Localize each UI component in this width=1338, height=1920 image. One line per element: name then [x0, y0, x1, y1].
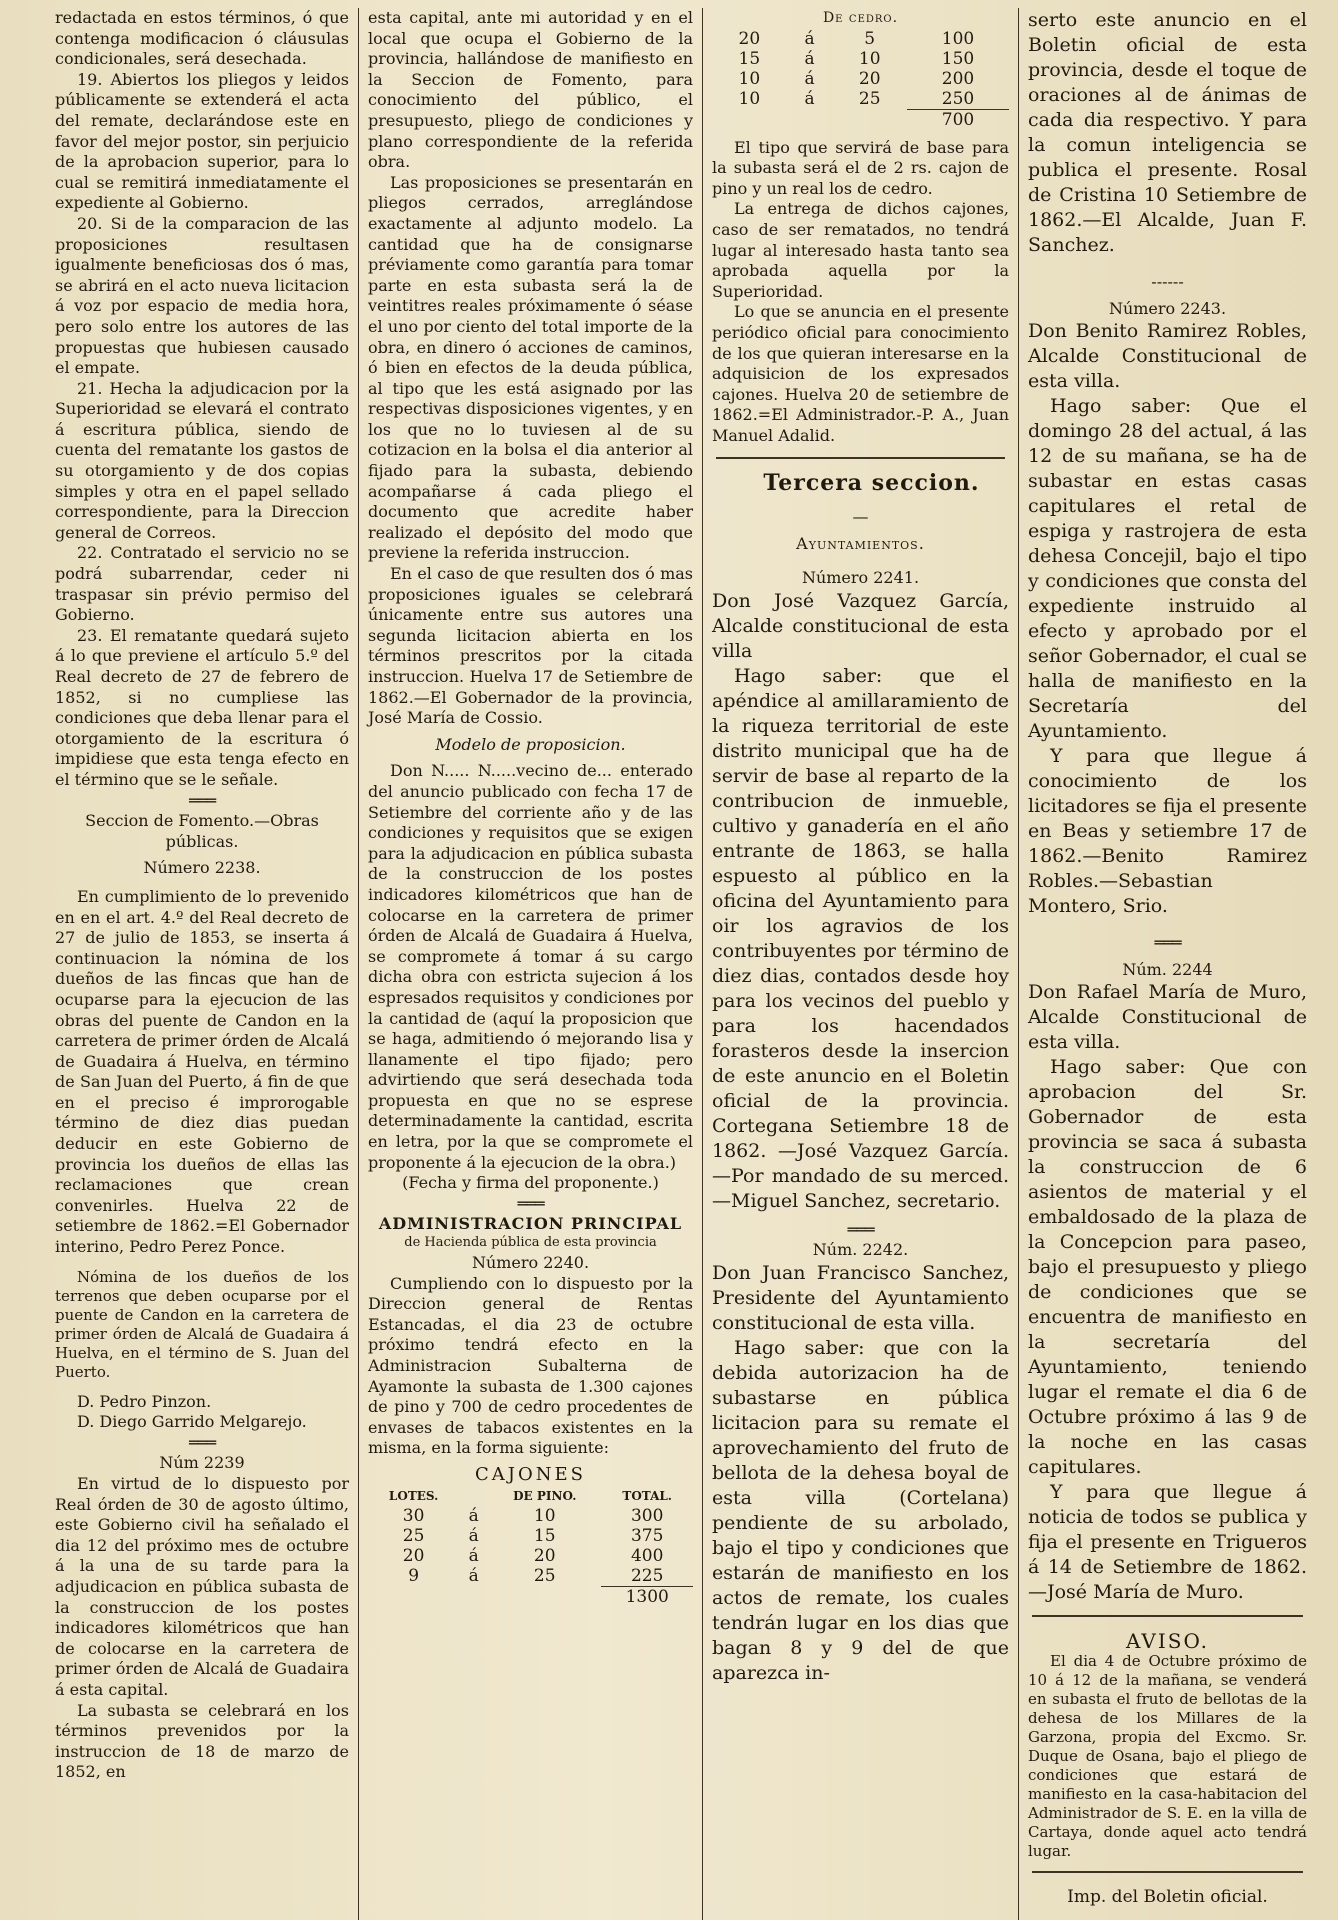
notice-issuer: Don Rafael María de Muro, Alcalde Constitucional de esta villa.	[1028, 981, 1307, 1054]
column-1	[46, 8, 358, 1920]
signature-note: (Fecha y firma del proponente.)	[402, 1173, 659, 1193]
table-cell: 25	[533, 1565, 556, 1586]
paragraph: El tipo que servirá de base para la subasta será el de 2 rs. cajon de pino y un real los de cedro.	[712, 137, 1009, 198]
pine-boxes-table	[368, 1486, 693, 1607]
divider	[1032, 1615, 1303, 1617]
table-cell: á	[804, 28, 815, 49]
table-cell: 375	[630, 1525, 664, 1546]
column-header: TOTAL.	[622, 1488, 672, 1503]
table-title: CAJONES	[475, 1463, 586, 1485]
paragraph: En el caso de que resulten dos ó mas proposiciones iguales se celebrará únicamente entre sus autores una segunda licitacion abierta en los términos prescritos por la citada instruccion. Huelva 17 de Setiembre de 1862.—El Gobernador de la provincia, José María de Cossio.	[368, 564, 693, 728]
table-cell: 10	[738, 88, 761, 109]
table-cell: 250	[941, 88, 975, 109]
table-total-row	[712, 109, 1009, 130]
section-heading: Tercera seccion.	[763, 469, 980, 496]
table-cell: 100	[941, 28, 975, 49]
paragraph: Hago saber: que el apéndice al amillaramiento de la riqueza territorial de este distrito municipal que ha de servir de base al reparto de la contribucion de inmueble, cultivo y ganadería en el año entrante de 1863, se halla espuesto al público en la oficina del Ayuntamiento para oir los agravios de los contribuyentes por término de diez dias, contados desde hoy para los vecinos del pueblo y para los hacendados forasteros desde la insercion de este anuncio en el Boletin oficial de la provincia. Cortegana Setiembre 18 de 1862. —José Vazquez García.—Por mandado de su merced.—Miguel Sanchez, secretario.	[712, 664, 1009, 1212]
table-row	[712, 69, 1009, 89]
notice-number: Núm. 2242.	[812, 1240, 909, 1260]
paragraph: serto este anuncio en el Boletin oficial de esta provincia, desde el toque de oraciones al de ánimas de cada dia respectivo. Y para la comun inteligencia se publica el presente. Rosal de Cristina 10 Setiembre de 1862.—El Alcalde, Juan F. Sanchez.	[1028, 9, 1307, 256]
admin-heading: ADMINISTRACION PRINCIPAL	[378, 1214, 683, 1234]
paragraph: El dia 4 de Octubre próximo de 10 á 12 de la mañana, se venderá en subasta el fruto de bellotas de la dehesa de los Millares de la Garzona, propia del Excmo. Sr. Duque de Osana, bajo el pliego de condiciones que estará de manifiesto en la casa-habitacion del Administrador de S. E. en la villa de Cartaya, donde aquel acto tendrá lugar.	[1028, 1651, 1307, 1860]
table-row	[712, 89, 1009, 110]
separator: ═══	[1154, 933, 1181, 953]
separator: ═══	[517, 1193, 544, 1213]
separator: ═══	[189, 1432, 215, 1452]
paragraph: Cumpliendo con lo dispuesto por la Direccion general de Rentas Estancadas, el dia 23 de octubre próximo tendrá efecto en la Administracion Subalterna de Ayamonte la subasta de 1.300 cajones de pino y 700 de cedro procedentes de envases de tabacos existentes en la misma, en la forma siguiente:	[368, 1273, 693, 1458]
paragraph: 21. Hecha la adjudicacion por la Superioridad se elevará el contrato á escritura pública, siendo de cuenta del rematante los gastos de su otorgamiento y de dos copias simples y otra en el papel sellado correspondiente, para la Direccion general de Correos.	[55, 378, 349, 542]
paragraph: La entrega de dichos cajones, caso de ser rematados, no tendrá lugar al interesado hasta tanto sea aprobada aquella por la Superioridad.	[712, 199, 1009, 301]
paragraph: 20. Si de la comparacion de las proposiciones resultasen igualmente beneficiosas dos ó mas, se abrirá en el acto nueva licitacion á voz por espacio de media hora, pero solo entre los autores de las propuestas que hubiesen causado el empate.	[55, 213, 349, 378]
table-row	[368, 1546, 693, 1566]
column-3	[702, 8, 1018, 1920]
separator: ═══	[189, 790, 215, 810]
paragraph: La subasta se celebrará en los términos prevenidos por la instruccion de 18 de marzo de 1852, en	[55, 1700, 349, 1782]
table-cell: 10	[738, 68, 761, 89]
notice-number: Número 2240.	[471, 1253, 590, 1273]
paragraph: Las proposiciones se presentarán en pliegos cerrados, arreglándose exactamente al adjunto modelo. La cantidad que ha de consignarse préviamente como garantía para tomar parte en esta subasta será la de veintitres reales próximamente ó séase el uno por ciento del total importe de la obra, en dinero ó acciones de caminos, ó bien en efectos de la deuda pública, al tipo que les está asignado por las respectivas disposiciones vigentes, y en los que no lo tuviesen al de su cotizacion en la bolsa el dia anterior al fijado para la subasta, debiendo acompañarse á cada pliego el documento que acredite haber realizado el depósito del modo que previene la referida instruccion.	[368, 172, 693, 563]
paragraph: En virtud de lo dispuesto por Real órden de 30 de agosto último, este Gobierno civil ha señalado el dia 12 del próximo mes de octubre á la una de su tarde para la adjudicacion en pública subasta de la construccion de los postes indicadores kilométricos que han de colocarse en la carretera de primer órden de Alcalá de Guadaira á esta capital.	[55, 1474, 349, 1699]
owner-entry: D. Diego Garrido Melgarejo.	[77, 1412, 307, 1432]
paragraph: Y para que llegue á noticia de todos se publica y fija el presente en Trigueros á 14 de Setiembre de 1862.—José María de Muro.	[1028, 1481, 1307, 1604]
paragraph: Hago saber: Que el domingo 28 del actual, á las 12 de su mañana, se ha de subastar en estas casas capitulares el retal de espiga y rastrojera de esta dehesa Concejil, bajo el tipo y condiciones que consta del expediente instruido al efecto y aprobado por el señor Gobernador, el cual se halla de manifiesto en la Secretaría del Ayuntamiento.	[1028, 395, 1307, 743]
table-cell: 200	[941, 68, 975, 89]
table-cell: á	[468, 1545, 479, 1566]
printer-imprint: Imp. del Boletin oficial.	[1067, 1886, 1268, 1907]
table-row	[368, 1526, 693, 1546]
table-cell: 300	[630, 1505, 664, 1526]
notice-number: Núm 2239	[159, 1453, 245, 1473]
table-cell: á	[804, 48, 815, 69]
table-cell: á	[804, 68, 815, 89]
table-cell: 20	[533, 1545, 556, 1566]
table-cell: 9	[408, 1565, 420, 1586]
paragraph: Lo que se anuncia en el presente periódico oficial para conocimiento de los que quieran interesarse en la adquisicion de los expresados cajones. Huelva 20 de setiembre de 1862.=El Administrador.-P. A., Juan Manuel Adalid.	[712, 302, 1009, 445]
table-cell: á	[468, 1505, 479, 1526]
paragraph: redactada en estos términos, ó que contenga modificacion ó cláusulas condicionales, será desechada.	[55, 8, 349, 69]
table-cell: 20	[858, 68, 881, 89]
column-header: DE PINO.	[513, 1488, 577, 1503]
notice-issuer: Don Benito Ramirez Robles, Alcalde Constitucional de esta villa.	[1028, 320, 1307, 393]
paragraph: En cumplimiento de lo prevenido en en el art. 4.º del Real decreto de 27 de julio de 1853, se inserta á continuacion la nómina de los dueños de las fincas que han de ocuparse para la ejecucion de las obras del puente de Candon en la carretera de primer órden de Alcalá de Guadaira á Huelva, en término de San Juan del Puerto, á fin de que en el preciso é improrogable término de diez dias puedan deducir en este Gobierno de provincia los dueños de ellas las reclamaciones que crean convenirles. Huelva 22 de setiembre de 1862.=El Gobernador interino, Pedro Perez Ponce.	[55, 886, 349, 1257]
notice-number: Núm. 2244	[1122, 959, 1213, 979]
table-cell: 225	[630, 1565, 664, 1586]
notice-number: Número 2241.	[801, 568, 920, 588]
cedar-boxes-table	[712, 29, 1009, 130]
separator: ═══	[847, 1219, 874, 1239]
table-row	[712, 49, 1009, 69]
table-cell: á	[468, 1565, 479, 1586]
table-title: De cedro.	[822, 10, 899, 26]
paragraph: Hago saber: que con la debida autorizacion ha de subastarse en pública licitacion para su remate el aprovechamiento del fruto de bellota de la dehesa boyal de esta villa (Cortelana) pendiente de su arbolado, bajo el tipo y condiciones que estarán de manifiesto en los actos de remate, los cuales tendrán lugar en los dias que bagan 8 y 9 del de que aparezca in-	[712, 1337, 1009, 1685]
table-row	[368, 1506, 693, 1526]
paragraph: 22. Contratado el servicio no se podrá subarrendar, ceder ni traspasar sin prévio permiso del Gobierno.	[55, 543, 349, 625]
notice-heading: AVISO.	[1125, 1629, 1210, 1654]
nomina-heading: Nómina de los dueños de los terrenos que deben ocuparse por el puente de Candon en la carretera de primer órden de Alcalá de Guadaira á Huelva, en el término de S. Juan del Puerto.	[55, 1267, 349, 1381]
separator: ------	[1151, 272, 1184, 291]
table-cell: á	[804, 88, 815, 109]
divider	[716, 457, 1005, 459]
notice-number: Número 2238.	[143, 858, 261, 878]
notice-number: Número 2243.	[1108, 298, 1227, 318]
table-cell: 30	[402, 1505, 425, 1526]
table-cell: 25	[402, 1525, 425, 1546]
table-cell: á	[468, 1525, 479, 1546]
paragraph: Y para que llegue á conocimiento de los licitadores se fija el presente en Beas y setiembre 17 de 1862.—Benito Ramirez Robles.—Sebastian Montero, Srio.	[1028, 745, 1307, 918]
table-cell: 10	[858, 48, 881, 69]
table-total: 1300	[601, 1586, 693, 1607]
paragraph: esta capital, ante mi autoridad y en el local que ocupa el Gobierno de la provincia, hallándose de manifiesto en la Seccion de Fomento, para conocimiento del público, el presupuesto, pliego de condiciones y plano correspondiente de la referida obra.	[368, 8, 693, 172]
table-cell: 15	[738, 48, 761, 69]
subsection-heading: Ayuntamientos.	[796, 533, 925, 553]
admin-subheading: de Hacienda pública de esta provincia	[404, 1235, 657, 1251]
column-4	[1018, 8, 1316, 1920]
column-2	[358, 8, 702, 1920]
table-total-row	[368, 1586, 693, 1607]
table-cell: 20	[402, 1545, 425, 1566]
table-cell: 20	[738, 28, 761, 49]
column-header: LOTES.	[388, 1488, 439, 1503]
table-cell: 25	[858, 88, 881, 109]
paragraph: Hago saber: Que con aprobacion del Sr. Gobernador de esta provincia se saca á subasta la construccion de 6 asientos de material y el embaldosado de la plaza de la Concepcion para paseo, bajo el presupuesto y pliego de condiciones que se encuentra de manifiesto en la secretaría del Ayuntamiento, teniendo lugar el remate el dia 6 de Octubre próximo á las 9 de la noche en las casas capitulares.	[1028, 1056, 1307, 1479]
table-total: 700	[907, 109, 1009, 130]
table-row	[712, 29, 1009, 49]
owner-entry: D. Pedro Pinzon.	[77, 1391, 212, 1411]
table-cell: 150	[941, 48, 975, 69]
section-heading: Seccion de Fomento.—Obras públicas.	[85, 811, 319, 851]
paragraph: 23. El rematante quedará sujeto á lo que previene el artículo 5.º del Real decreto de 27 de febrero de 1852, si no cumpliese las condiciones que deba llenar para el otorgamiento de la escritura ó impidiese que esta tenga efecto en el término que se le señale.	[55, 625, 349, 789]
table-cell: 5	[864, 28, 876, 49]
separator: —	[852, 507, 869, 527]
paragraph: Don N..... N.....vecino de... enterado del anuncio publicado con fecha 17 de Setiembre del corriente año y de las condiciones y requisitos que se exigen para la adjudicacion en pública subasta de la construccion de los postes indicadores kilométricos que han de colocarse en la carretera de primer órden de Alcalá de Guadaira á Huelva, se compromete á tomar á su cargo dicha obra con estricta sujecion á los espresados requisitos y condiciones por la cantidad de (aquí la proposicion que se haga, admitiendo ó mejorando lisa y llanamente el tipo fijado; pero advirtiendo que será desechada toda propuesta en que no se esprese determinadamente la cantidad, escrita en letra, por la que se compromete el proponente á la ejecucion de la obra.)	[368, 761, 693, 1172]
divider	[1032, 1871, 1303, 1873]
model-heading: Modelo de proposicion.	[435, 734, 626, 754]
notice-issuer: Don Juan Francisco Sanchez, Presidente del Ayuntamiento constitucional de esta villa.	[712, 1262, 1009, 1335]
table-cell: 400	[630, 1545, 664, 1566]
notice-issuer: Don José Vazquez García, Alcalde constitucional de esta villa	[712, 589, 1009, 662]
table-row	[368, 1566, 693, 1587]
paragraph: 19. Abiertos los pliegos y leidos públicamente se extenderá el acta del remate, declarándose este en favor del mejor postor, sin perjuicio de la aprobacion superior, para lo cual se remitirá inmediatamente el expediente al Gobierno.	[55, 69, 349, 213]
table-cell: 15	[533, 1525, 556, 1546]
table-cell: 10	[533, 1505, 556, 1526]
